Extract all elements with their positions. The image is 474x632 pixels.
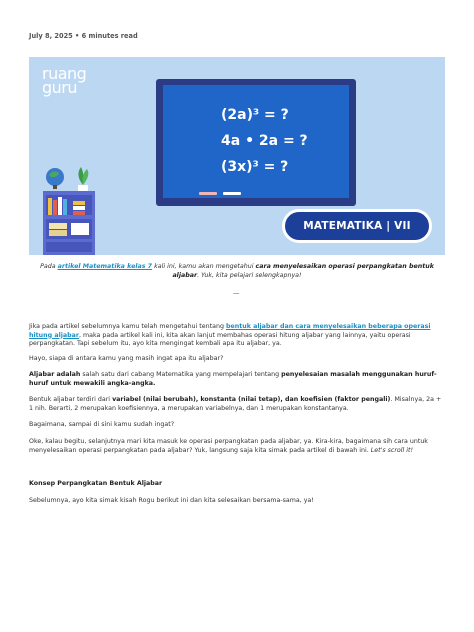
p1-post: , maka pada artikel kali ini, kita akan lanjut membahas operasi hitung aljabar yang lainnya, yaitu operasi perpangkatan. Tapi sebelum itu, ayo kita mengingat kembali apa itu aljabar, ya. [29, 331, 411, 348]
p6-pre: Oke, kalau begitu, selanjutnya mari kita masuk ke operasi perpangkatan pada aljabar, ya. Kira-kira, bagaimana sih cara untuk menyelesaikan operasi perpangkatan pada aljabar? Yuk, langsung saja kita simak pada artikel di bawah ini. [29, 438, 428, 454]
caption-pre: Pada [40, 263, 58, 270]
subject-badge-text: MATEMATIKA | VII [303, 220, 411, 232]
paragraph-intro [29, 323, 445, 349]
section-heading: Konsep Perpangkatan Bentuk Aljabar [29, 480, 163, 487]
p3-bold: Aljabar adalah [29, 371, 81, 378]
paragraph-transition [29, 438, 445, 455]
read-time: 6 minutes read [81, 32, 138, 40]
meta-separator: • [75, 32, 80, 40]
chalkboard [156, 79, 356, 206]
paragraph-check: Bagaimana, sampai di sini kamu sudah ingat? [29, 421, 175, 428]
banner-caption [29, 263, 445, 280]
p1-link[interactable]: bentuk aljabar dan cara menyelesaikan beberapa operasi hitung aljabar [29, 323, 431, 339]
equation-2: 4a • 2a = ? [221, 133, 308, 149]
bookshelf-illustration [43, 163, 95, 255]
p6-italic: Let's scroll it! [370, 446, 414, 454]
publish-date: July 8, 2025 [29, 32, 73, 40]
paragraph-story: Sebelumnya, ayo kita simak kisah Rogu berikut ini dan kita selesaikan bersama-sama, ya! [29, 497, 314, 504]
p1-pre: Jika pada artikel sebelumnya kamu telah mengetahui tentang [29, 323, 226, 330]
chalk-white [223, 192, 241, 195]
p3-bold2: penyelesaian masalah menggunakan huruf-huruf untuk mewakili angka-angka. [29, 371, 437, 387]
paragraph-definition [29, 371, 445, 388]
ruangguru-logo [42, 64, 87, 97]
caption-mid: kali ini, kamu akan mengetahui [152, 263, 256, 270]
p3-mid: salah satu dari cabang Matematika yang mempelajari tentang [80, 371, 282, 378]
p4-post: . Misalnya, 2a + 1 nih. Berarti, 2 merupakan koefisiennya, a merupakan variabelnya, dan 1 merupakan konstantanya. [29, 396, 442, 412]
caption-link[interactable]: artikel Matematika kelas 7 [57, 263, 153, 270]
subject-badge [282, 209, 432, 243]
chalk-pink [199, 192, 217, 195]
paragraph-question: Hayo, siapa di antara kamu yang masih ingat apa itu aljabar? [29, 355, 224, 362]
logo-line1: ruang [42, 64, 87, 83]
caption-bold: cara menyelesaikan operasi perpangkatan bentuk aljabar [172, 263, 434, 279]
paragraph-components [29, 396, 445, 413]
separator-dash: — [233, 289, 240, 297]
p4-pre: Bentuk aljabar terdiri dari [29, 396, 113, 403]
caption-post: . Yuk, kita pelajari selengkapnya! [197, 271, 302, 279]
chalkboard-surface [163, 85, 349, 198]
p4-bold: variabel (nilai berubah), konstanta (nilai tetap), dan koefisien (faktor pengali) [112, 396, 391, 403]
equation-3: (3x)³ = ? [221, 159, 289, 175]
logo-line2: guru [42, 78, 78, 97]
equation-1: (2a)³ = ? [221, 107, 289, 123]
hero-banner [29, 57, 445, 255]
article-meta [29, 32, 138, 40]
